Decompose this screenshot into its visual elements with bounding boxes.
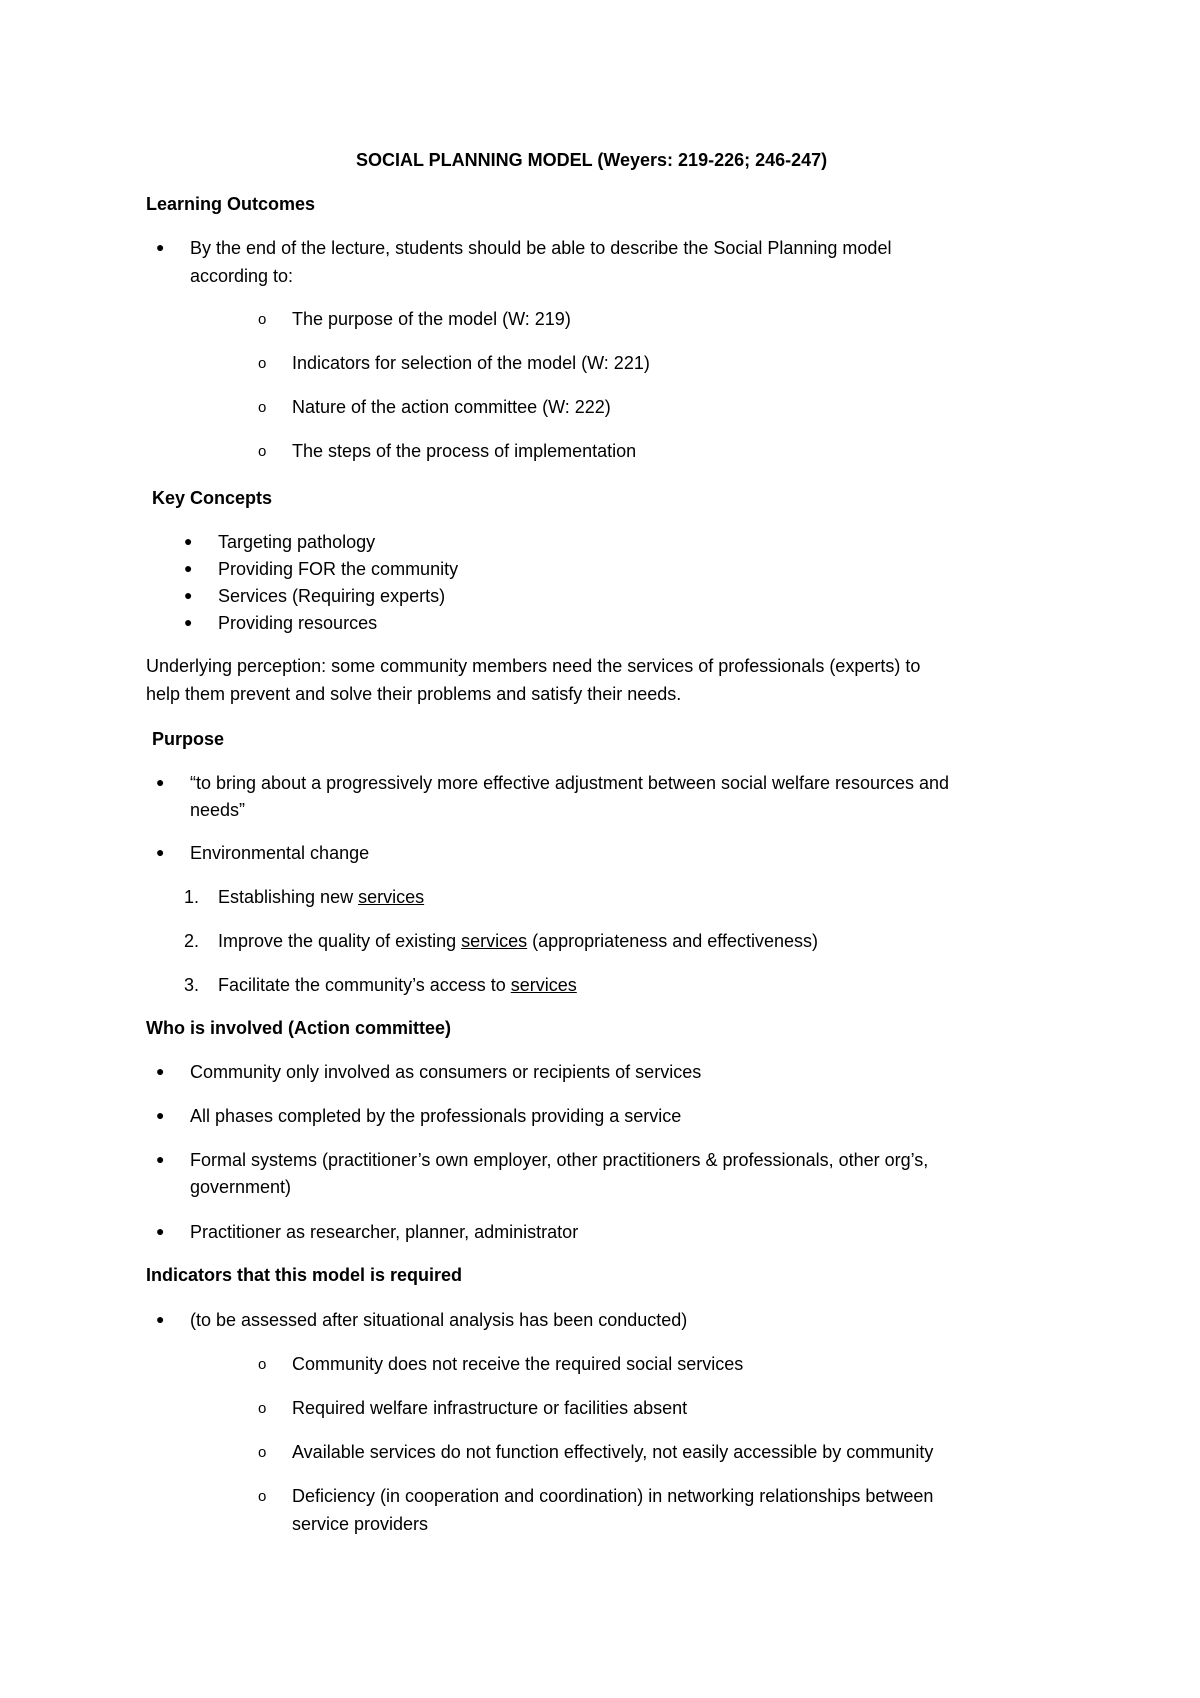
list-item: Available services do not function effectively, not easily accessible by community xyxy=(292,1442,934,1462)
list-item: The steps of the process of implementation xyxy=(292,441,637,461)
services-underlined: services xyxy=(461,931,528,951)
list-item: Providing FOR the community xyxy=(218,559,459,579)
list-item: Targeting pathology xyxy=(218,532,376,552)
page-title: SOCIAL PLANNING MODEL (Weyers: 219-226; 246-247) xyxy=(356,150,828,170)
bullet-icon: ● xyxy=(184,587,193,603)
numbered-item-text: Improve the quality of existing xyxy=(218,931,462,951)
list-item: All phases completed by the professionals providing a service xyxy=(190,1106,682,1126)
environmental-change: Environmental change xyxy=(190,843,370,863)
underlying-perception: Underlying perception: some community members need the services of professionals (experts) to xyxy=(146,656,921,676)
list-item: Community does not receive the required social services xyxy=(292,1354,744,1374)
indicators-heading: Indicators that this model is required xyxy=(146,1265,463,1285)
numbered-item xyxy=(218,973,577,997)
bullet-icon: ● xyxy=(156,1223,165,1239)
purpose-quote: “to bring about a progressively more effective adjustment between social welfare resources and xyxy=(190,773,950,793)
list-item-cont: government) xyxy=(190,1177,292,1197)
bullet-icon: ● xyxy=(156,1107,165,1123)
circle-bullet-icon: o xyxy=(258,1488,267,1505)
numbered-item-text: Facilitate the community’s access to xyxy=(218,975,511,995)
bullet-icon: ● xyxy=(184,533,193,549)
purpose-quote-cont: needs” xyxy=(190,800,246,820)
numbered-item-text: Establishing new xyxy=(218,887,359,907)
list-item: Providing resources xyxy=(218,613,378,633)
key-concepts-heading: Key Concepts xyxy=(152,488,273,508)
bullet-icon: ● xyxy=(184,614,193,630)
list-item: Services (Requiring experts) xyxy=(218,586,446,606)
list-item: Community only involved as consumers or recipients of services xyxy=(190,1062,702,1082)
list-item: Indicators for selection of the model (W: 221) xyxy=(292,353,650,373)
circle-bullet-icon: o xyxy=(258,443,267,460)
learning-outcomes-intro: By the end of the lecture, students should be able to describe the Social Planning model xyxy=(190,238,892,258)
bullet-icon: ● xyxy=(156,774,165,790)
circle-bullet-icon: o xyxy=(258,1356,267,1373)
underlying-perception-cont: help them prevent and solve their problems and satisfy their needs. xyxy=(146,684,682,704)
list-number: 2. xyxy=(184,931,200,951)
learning-outcomes-heading: Learning Outcomes xyxy=(146,194,316,214)
list-item: Deficiency (in cooperation and coordination) in networking relationships between xyxy=(292,1486,934,1506)
bullet-icon: ● xyxy=(156,239,165,255)
circle-bullet-icon: o xyxy=(258,1400,267,1417)
numbered-item xyxy=(218,929,818,953)
numbered-item xyxy=(218,885,424,909)
services-underlined: services xyxy=(510,975,577,995)
bullet-icon: ● xyxy=(156,844,165,860)
services-underlined: services xyxy=(358,887,425,907)
learning-outcomes-intro-cont: according to: xyxy=(190,266,294,286)
list-number: 1. xyxy=(184,887,200,907)
list-item: Formal systems (practitioner’s own employer, other practitioners & professionals, other org’s, xyxy=(190,1150,929,1170)
circle-bullet-icon: o xyxy=(258,311,267,328)
bullet-icon: ● xyxy=(156,1311,165,1327)
involved-heading: Who is involved (Action committee) xyxy=(146,1018,452,1038)
list-item: Required welfare infrastructure or facilities absent xyxy=(292,1398,688,1418)
circle-bullet-icon: o xyxy=(258,1444,267,1461)
list-item: Practitioner as researcher, planner, administrator xyxy=(190,1222,579,1242)
list-item-cont: service providers xyxy=(292,1514,429,1534)
circle-bullet-icon: o xyxy=(258,355,267,372)
bullet-icon: ● xyxy=(156,1063,165,1079)
purpose-heading: Purpose xyxy=(152,729,225,749)
bullet-icon: ● xyxy=(156,1151,165,1167)
numbered-item-text: (appropriateness and effectiveness) xyxy=(527,931,818,951)
list-item: The purpose of the model (W: 219) xyxy=(292,309,571,329)
list-number: 3. xyxy=(184,975,200,995)
list-item: Nature of the action committee (W: 222) xyxy=(292,397,611,417)
indicators-intro: (to be assessed after situational analysis has been conducted) xyxy=(190,1310,688,1330)
bullet-icon: ● xyxy=(184,560,193,576)
circle-bullet-icon: o xyxy=(258,399,267,416)
